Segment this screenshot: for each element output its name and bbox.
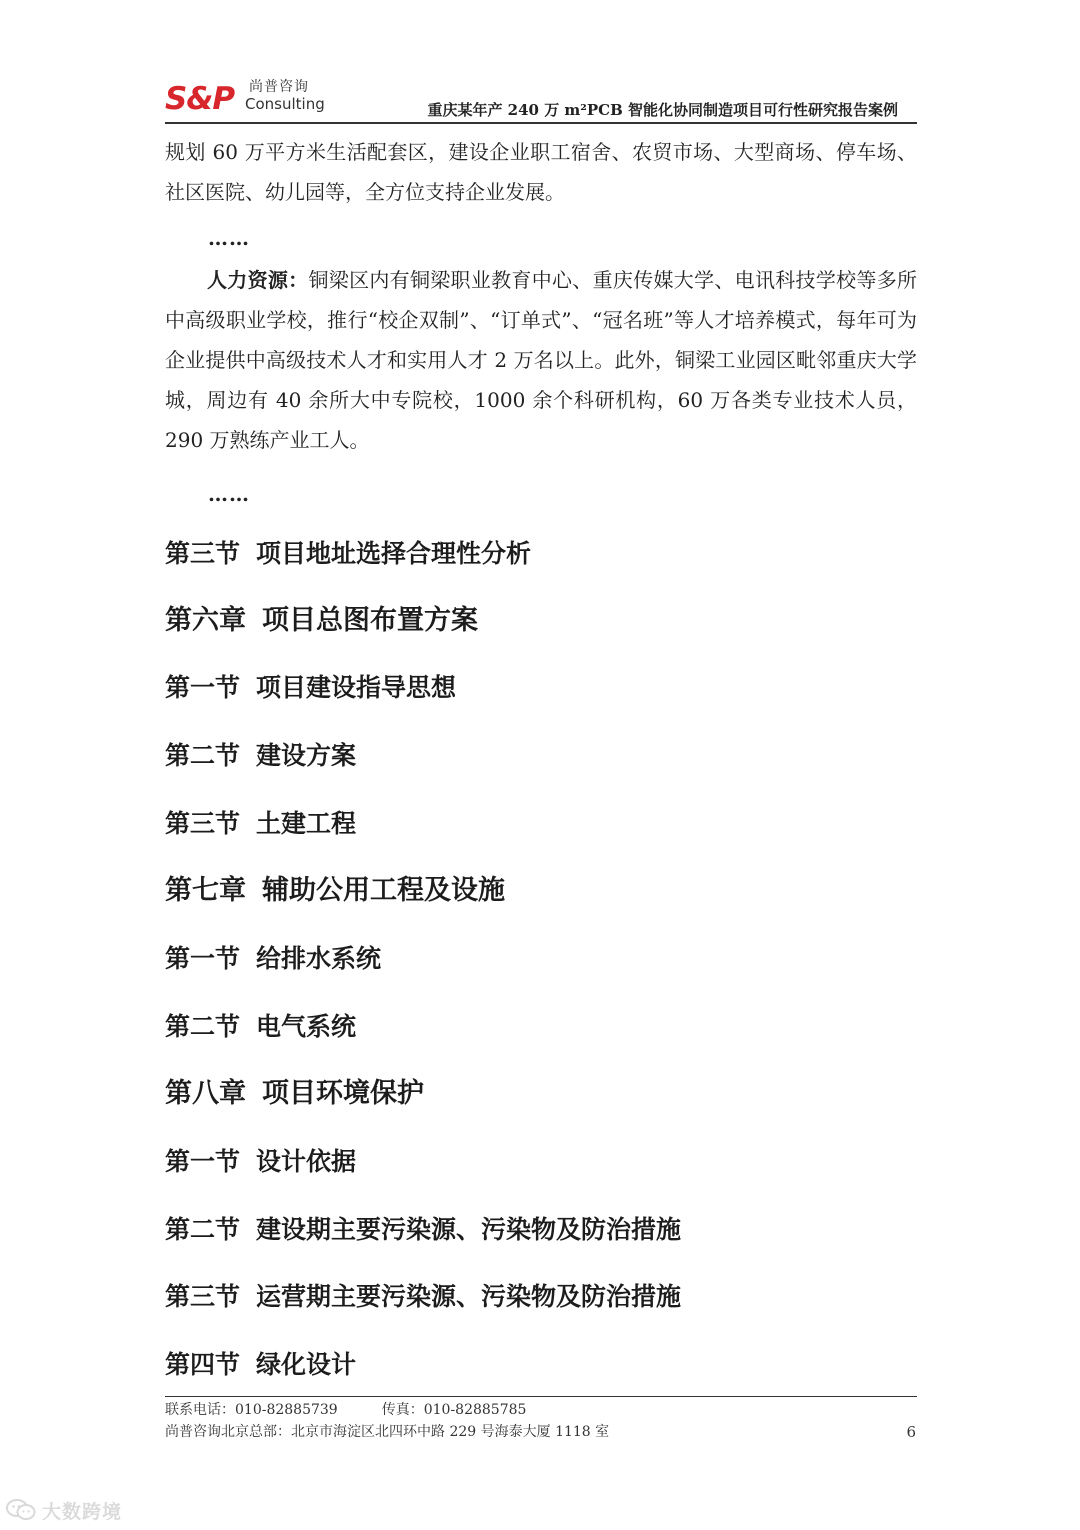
heading-number: 第一节 xyxy=(165,944,241,973)
heading-number: 第八章 xyxy=(165,1078,246,1109)
heading-title: 项目环境保护 xyxy=(262,1078,424,1109)
logo-mark: S&P xyxy=(165,81,235,117)
toc-heading xyxy=(165,941,381,977)
human-resources-label: 人力资源： xyxy=(207,268,309,292)
toc-heading xyxy=(165,670,456,706)
footer-address: 尚普咨询北京总部：北京市海淀区北四环中路 229 号海泰大厦 1118 室 xyxy=(165,1424,610,1440)
footer-contact xyxy=(165,1400,526,1420)
footer-divider xyxy=(165,1396,917,1397)
logo-english-name: Consulting xyxy=(245,95,325,113)
watermark xyxy=(6,1496,122,1524)
logo-chinese-name: 尚普咨询 xyxy=(249,79,309,95)
heading-number: 第七章 xyxy=(165,875,246,906)
toc-heading xyxy=(165,1009,356,1045)
heading-title: 电气系统 xyxy=(256,1012,357,1041)
toc-heading xyxy=(165,1347,356,1383)
heading-number: 第二节 xyxy=(165,1012,241,1041)
heading-title: 辅助公用工程及设施 xyxy=(262,875,505,906)
toc-heading xyxy=(165,536,531,572)
ellipsis-1: …… xyxy=(208,226,250,250)
toc-heading xyxy=(165,873,505,909)
heading-number: 第六章 xyxy=(165,605,246,636)
toc-heading xyxy=(165,1076,424,1112)
toc-heading xyxy=(165,1212,681,1248)
heading-title: 项目总图布置方案 xyxy=(262,605,478,636)
company-logo xyxy=(165,78,335,118)
heading-title: 绿化设计 xyxy=(256,1350,357,1379)
header-divider xyxy=(165,122,917,124)
toc-heading xyxy=(165,738,356,774)
document-header-title: 重庆某年产 240 万 m²PCB 智能化协同制造项目可行性研究报告案例 xyxy=(427,101,898,119)
heading-number: 第四节 xyxy=(165,1350,241,1379)
footer-phone: 联系电话：010-82885739 xyxy=(165,1402,338,1418)
heading-number: 第一节 xyxy=(165,1147,241,1176)
heading-title: 给排水系统 xyxy=(256,944,382,973)
toc-heading xyxy=(165,1144,356,1180)
heading-number: 第三节 xyxy=(165,539,241,568)
footer-fax: 传真：010-82885785 xyxy=(381,1402,527,1418)
page-number: 6 xyxy=(906,1423,916,1441)
heading-number: 第三节 xyxy=(165,1282,241,1311)
heading-title: 设计依据 xyxy=(256,1147,357,1176)
heading-number: 第二节 xyxy=(165,741,241,770)
heading-number: 第三节 xyxy=(165,809,241,838)
toc-heading xyxy=(165,1279,681,1315)
wechat-logo-icon xyxy=(6,1499,36,1521)
toc-heading xyxy=(165,603,478,639)
paragraph-living-facilities: 规划 60 万平方米生活配套区，建设企业职工宿舍、农贸市场、大型商场、停车场、社区医院、幼儿园等，全方位支持企业发展。 xyxy=(165,140,917,204)
ellipsis-2: …… xyxy=(208,482,250,506)
watermark-text: 大数跨境 xyxy=(42,1500,123,1523)
toc-heading xyxy=(165,806,356,842)
heading-title: 建设期主要污染源、污染物及防治措施 xyxy=(256,1215,682,1244)
paragraph-human-resources xyxy=(165,260,917,460)
heading-title: 建设方案 xyxy=(256,741,357,770)
heading-title: 土建工程 xyxy=(256,809,357,838)
human-resources-text: 铜梁区内有铜梁职业教育中心、重庆传媒大学、电讯科技学校等多所中高级职业学校，推行“校企双制”、“订单式”、“冠名班”等人才培养模式，每年可为企业提供中高级技术人才和实用人才 2 万名以上。此外，铜梁工业园区毗邻重庆大学城，周边有 40 余所大中专院校，1000 余个科研机构，60 万各类专业技术人员，290 万熟练产业工人。 xyxy=(165,268,918,452)
heading-title: 运营期主要污染源、污染物及防治措施 xyxy=(256,1282,682,1311)
heading-title: 项目建设指导思想 xyxy=(256,673,457,702)
heading-number: 第一节 xyxy=(165,673,241,702)
heading-number: 第二节 xyxy=(165,1215,241,1244)
heading-title: 项目地址选择合理性分析 xyxy=(256,539,532,568)
